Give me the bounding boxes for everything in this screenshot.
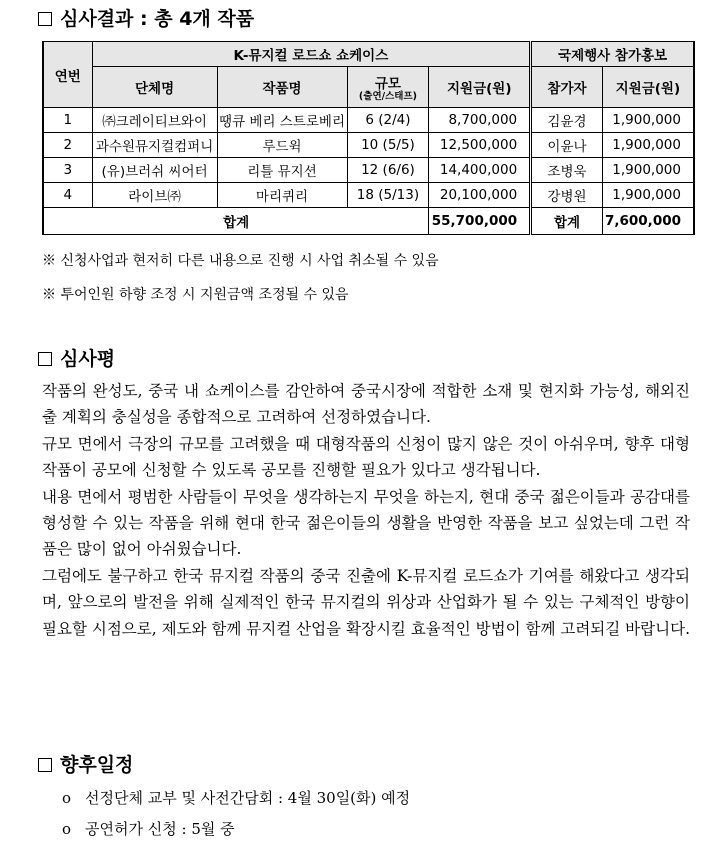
cell-fund2: 1,900,000 bbox=[602, 183, 694, 208]
review-paragraph: 규모 면에서 극장의 규모를 고려했을 때 대형작품의 신청이 많지 않은 것이 아쉬우며, 향후 대형작품이 공모에 신청할 수 있도록 공모를 진행할 필요가 있다고 생각됩니다. bbox=[42, 434, 690, 480]
cell-number: 3 bbox=[43, 158, 92, 183]
header-participant: 참가자 bbox=[531, 67, 603, 108]
cell-work: 리틀 뮤지션 bbox=[217, 158, 347, 183]
results-table bbox=[42, 41, 695, 235]
total-fund-intl: 7,600,000 bbox=[602, 208, 694, 235]
cell-company: ㈜크레이티브와이 bbox=[92, 108, 217, 133]
table-header-row bbox=[43, 42, 694, 67]
total-label-intl: 합계 bbox=[531, 208, 603, 235]
note: ※ 투어인원 하향 조정 시 지원금액 조정될 수 있음 bbox=[42, 287, 349, 303]
cell-work: 루드윅 bbox=[217, 133, 347, 158]
cell-scale: 6 (2/4) bbox=[347, 108, 429, 133]
cell-scale: 10 (5/5) bbox=[347, 133, 429, 158]
cell-scale: 18 (5/13) bbox=[347, 183, 429, 208]
section-heading-results bbox=[38, 4, 254, 31]
cell-participant: 김윤경 bbox=[531, 108, 603, 133]
schedule-item bbox=[62, 818, 235, 839]
note: ※ 신청사업과 현저히 다른 내용으로 진행 시 사업 취소될 수 있음 bbox=[42, 253, 439, 269]
total-label: 합계 bbox=[43, 208, 429, 235]
cell-number: 4 bbox=[43, 183, 92, 208]
cell-fund: 14,400,000 bbox=[429, 158, 531, 183]
table-header-row bbox=[43, 67, 694, 108]
cell-work: 마리퀴리 bbox=[217, 183, 347, 208]
table-row bbox=[43, 108, 694, 133]
section-title: 심사평 bbox=[60, 348, 116, 370]
header-scale-sub: (출연/스태프) bbox=[358, 91, 417, 102]
header-fund2: 지원금(원) bbox=[602, 67, 694, 108]
schedule-item-text: 선정단체 교부 및 사전간담회 : 4월 30일(화) 예정 bbox=[85, 789, 411, 807]
section-heading-schedule bbox=[38, 750, 133, 777]
cell-work: 땡큐 베리 스트로베리 bbox=[217, 108, 347, 133]
header-number: 연번 bbox=[43, 42, 92, 108]
header-group-intl: 국제행사 참가홍보 bbox=[531, 42, 694, 67]
section-title: 심사결과 : 총 4개 작품 bbox=[60, 8, 255, 30]
table-row bbox=[43, 158, 694, 183]
cell-fund2: 1,900,000 bbox=[602, 108, 694, 133]
bullet-circle-icon: o bbox=[62, 789, 72, 807]
header-fund: 지원금(원) bbox=[429, 67, 531, 108]
cell-number: 1 bbox=[43, 108, 92, 133]
total-fund: 55,700,000 bbox=[429, 208, 531, 235]
cell-fund: 20,100,000 bbox=[429, 183, 531, 208]
bullet-circle-icon: o bbox=[62, 820, 72, 838]
checkbox-square-icon bbox=[38, 758, 52, 772]
cell-fund: 12,500,000 bbox=[429, 133, 531, 158]
table-row bbox=[43, 133, 694, 158]
review-paragraph: 내용 면에서 평범한 사람들이 무엇을 생각하는지 무엇을 하는지, 현대 중국 젊은이들과 공감대를 형성할 수 있는 작품을 위해 현대 한국 젊은이들의 생활을 반영한 작품을 보고 싶었는데 그런 작품은 많이 없어 아쉬웠습니다. bbox=[42, 487, 690, 559]
cell-company: 과수원뮤지컬컴퍼니 bbox=[92, 133, 217, 158]
cell-number: 2 bbox=[43, 133, 92, 158]
cell-scale: 12 (6/6) bbox=[347, 158, 429, 183]
cell-fund: 8,700,000 bbox=[429, 108, 531, 133]
table-total-row bbox=[43, 208, 694, 235]
section-heading-review bbox=[38, 344, 115, 371]
cell-company: 라이브㈜ bbox=[92, 183, 217, 208]
schedule-item bbox=[62, 787, 410, 808]
table-row bbox=[43, 183, 694, 208]
review-paragraph: 그럼에도 불구하고 한국 뮤지컬 작품의 중국 진출에 K-뮤지컬 로드쇼가 기여를 해왔다고 생각되며, 앞으로의 발전을 위해 실제적인 한국 뮤지컬의 위상과 산업화가 될 수 있는 구체적인 방향이 필요할 시점으로, 제도와 함께 뮤지컬 산업을 확장시킬 효율적인 방법이 함께 고려되길 바랍니다. bbox=[42, 566, 691, 638]
checkbox-square-icon bbox=[38, 352, 52, 366]
cell-participant: 강병원 bbox=[531, 183, 603, 208]
review-paragraph: 작품의 완성도, 중국 내 쇼케이스를 감안하여 중국시장에 적합한 소재 및 현지화 가능성, 해외진출 계획의 충실성을 종합적으로 고려하여 선정하였습니다. bbox=[42, 382, 690, 427]
header-group-kmusical: K-뮤지컬 로드쇼 쇼케이스 bbox=[92, 42, 531, 67]
review-body bbox=[42, 378, 690, 642]
cell-participant: 조병욱 bbox=[531, 158, 603, 183]
cell-participant: 이윤나 bbox=[531, 133, 603, 158]
header-work: 작품명 bbox=[217, 67, 347, 108]
header-scale-label: 규모 bbox=[374, 76, 401, 92]
cell-fund2: 1,900,000 bbox=[602, 158, 694, 183]
section-title: 향후일정 bbox=[60, 754, 134, 776]
header-scale bbox=[347, 67, 429, 108]
cell-fund2: 1,900,000 bbox=[602, 133, 694, 158]
cell-company: (유)브러쉬 씨어터 bbox=[92, 158, 217, 183]
header-company: 단체명 bbox=[92, 67, 217, 108]
schedule-item-text: 공연허가 신청 : 5월 중 bbox=[85, 820, 235, 838]
checkbox-square-icon bbox=[38, 12, 52, 26]
